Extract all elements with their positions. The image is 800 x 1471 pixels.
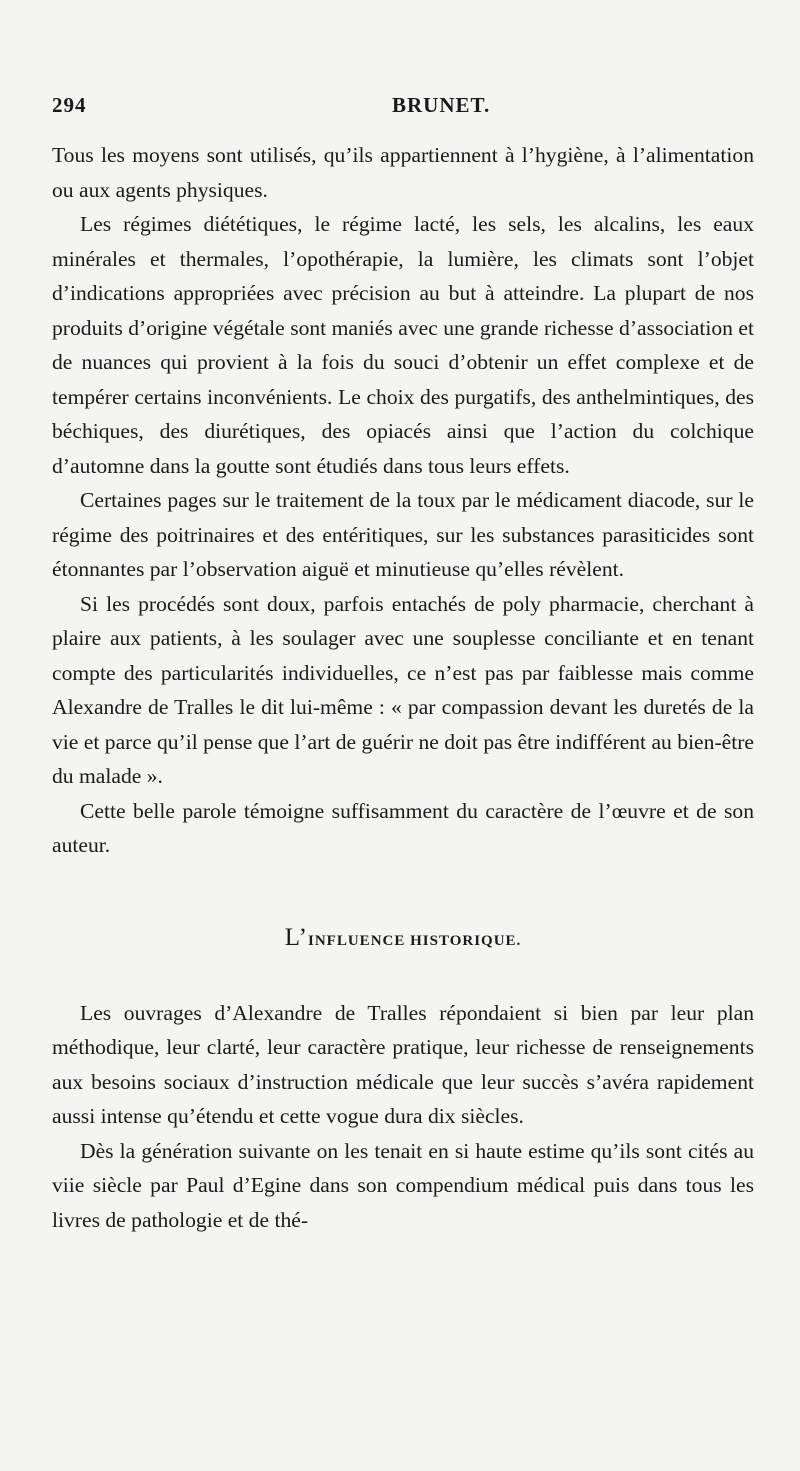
page-header [52, 93, 752, 123]
paragraph: Tous les moyens sont utilisés, qu’ils appartiennent à l’hygiène, à l’alimentation ou aux agents physiques. [52, 143, 754, 202]
page-number: 294 [52, 93, 87, 117]
section-heading-text: INFLUENCE HISTORIQUE. [308, 932, 522, 949]
paragraph: Les ouvrages d’Alexandre de Tralles répondaient si bien par leur plan méthodique, leur clarté, leur caractère pratique, leur richesse de renseignements aux besoins sociaux d’instruction médicale que leur succès s’avéra rapidement aussi intense qu’étendu et cette vogue dura dix siècles. [52, 1000, 754, 1128]
paragraph: Cette belle parole témoigne suffisamment du caractère de l’œuvre et de son auteur. [52, 798, 754, 857]
section-heading [52, 921, 754, 958]
paragraph: Certaines pages sur le traitement de la toux par le médicament diacode, sur le régime des poitrinaires et des entéritiques, sur les substances parasiticides sont étonnantes par l’observation aiguë et minutieuse qu’elles révèlent. [52, 488, 754, 581]
section-heading-initial: L’ [284, 923, 309, 951]
paragraph: Si les procédés sont doux, parfois entachés de poly pharmacie, cherchant à plaire aux patients, à les soulager avec une souplesse conciliante et en tenant compte des particularités individuelles, ce n’est pas par faiblesse mais comme Alexandre de Tralles le dit lui-même : « par compassion devant les duretés de la vie et parce qu’il pense que l’art de guérir ne doit pas être indifférent au bien-être du malade ». [52, 591, 754, 788]
paragraph: Dès la génération suivante on les tenait en si haute estime qu’ils sont cités au viie siècle par Paul d’Egine dans son compendium médical puis dans tous les livres de pathologie et de thé- [52, 1138, 754, 1232]
body-text [52, 138, 754, 1237]
paragraph: Les régimes diététiques, le régime lacté, les sels, les alcalins, les eaux minérales et thermales, l’opothérapie, la lumière, les climats sont l’objet d’indications appropriées avec précision au but à atteindre. La plupart de nos produits d’origine végétale sont maniés avec une grande richesse d’association et de nuances qui provient à la fois du souci d’obtenir un effet complexe et de tempérer certains inconvénients. Le choix des purgatifs, des anthelmintiques, des béchiques, des diurétiques, des opiacés ainsi que l’action du colchique d’automne dans la goutte sont étudiés dans tous leurs effets. [52, 212, 754, 478]
running-title: BRUNET. [392, 93, 491, 117]
